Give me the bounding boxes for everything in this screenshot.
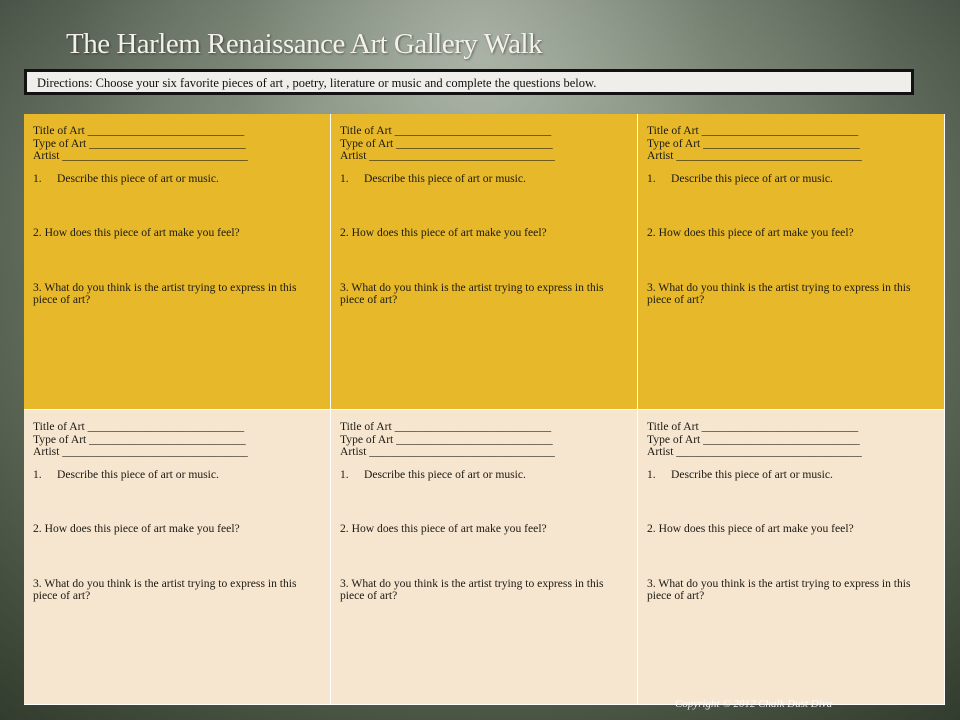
question-2: 2. How does this piece of art make you feel? — [33, 522, 240, 535]
question-2: 2. How does this piece of art make you feel? — [647, 522, 854, 535]
art-cell — [24, 410, 331, 705]
art-cell — [24, 114, 331, 410]
question-1-text: Describe this piece of art or music. — [364, 467, 526, 481]
question-1 — [647, 469, 936, 482]
question-1 — [340, 469, 629, 482]
title-of-art-line[interactable]: Title of Art ___________________________ — [340, 125, 552, 137]
type-of-art-line[interactable]: Type of Art ___________________________ — [647, 433, 860, 446]
question-3: 3. What do you think is the artist trying to express in this piece of art? — [340, 576, 604, 602]
page-title: The Harlem Renaissance Art Gallery Walk — [66, 28, 543, 60]
question-1-number: 1. — [33, 171, 42, 185]
question-1 — [340, 173, 629, 186]
art-cell — [638, 410, 945, 705]
artist-line[interactable]: Artist ________________________________ — [647, 446, 862, 458]
question-1-number: 1. — [647, 171, 656, 185]
gallery-grid — [24, 114, 945, 705]
art-cell — [331, 410, 638, 705]
question-2: 2. How does this piece of art make you feel? — [340, 522, 547, 535]
artist-line[interactable]: Artist ________________________________ — [340, 446, 555, 458]
title-of-art-line[interactable]: Title of Art ___________________________ — [33, 421, 245, 433]
question-1-text: Describe this piece of art or music. — [364, 171, 526, 185]
artist-line[interactable]: Artist ________________________________ — [33, 150, 248, 162]
question-2: 2. How does this piece of art make you feel? — [647, 226, 854, 239]
title-of-art-line[interactable]: Title of Art ___________________________ — [33, 125, 245, 137]
type-of-art-line[interactable]: Type of Art ___________________________ — [33, 433, 246, 446]
question-1-number: 1. — [647, 467, 656, 481]
question-3: 3. What do you think is the artist trying to express in this piece of art? — [340, 280, 604, 306]
type-of-art-line[interactable]: Type of Art ___________________________ — [340, 137, 553, 150]
question-1-text: Describe this piece of art or music. — [57, 467, 219, 481]
artist-line[interactable]: Artist ________________________________ — [340, 150, 555, 162]
question-1 — [647, 173, 936, 186]
question-1-number: 1. — [33, 467, 42, 481]
type-of-art-line[interactable]: Type of Art ___________________________ — [340, 433, 553, 446]
question-1 — [33, 173, 322, 186]
question-3: 3. What do you think is the artist trying to express in this piece of art? — [33, 576, 297, 602]
question-1-text: Describe this piece of art or music. — [57, 171, 219, 185]
art-cell — [638, 114, 945, 410]
title-of-art-line[interactable]: Title of Art ___________________________ — [647, 421, 859, 433]
title-of-art-line[interactable]: Title of Art ___________________________ — [340, 421, 552, 433]
question-1 — [33, 469, 322, 482]
question-2: 2. How does this piece of art make you feel? — [33, 226, 240, 239]
question-3: 3. What do you think is the artist trying to express in this piece of art? — [33, 280, 297, 306]
question-1-text: Describe this piece of art or music. — [671, 467, 833, 481]
artist-line[interactable]: Artist ________________________________ — [647, 150, 862, 162]
question-1-number: 1. — [340, 171, 349, 185]
artist-line[interactable]: Artist ________________________________ — [33, 446, 248, 458]
question-2: 2. How does this piece of art make you feel? — [340, 226, 547, 239]
question-3: 3. What do you think is the artist trying to express in this piece of art? — [647, 576, 911, 602]
art-cell — [331, 114, 638, 410]
question-3: 3. What do you think is the artist trying to express in this piece of art? — [647, 280, 911, 306]
question-1-number: 1. — [340, 467, 349, 481]
title-of-art-line[interactable]: Title of Art ___________________________ — [647, 125, 859, 137]
question-1-text: Describe this piece of art or music. — [671, 171, 833, 185]
type-of-art-line[interactable]: Type of Art ___________________________ — [33, 137, 246, 150]
directions-box: Directions: Choose your six favorite pieces of art , poetry, literature or music and complete the questions below. — [24, 69, 914, 95]
type-of-art-line[interactable]: Type of Art ___________________________ — [647, 137, 860, 150]
copyright-notice: Copyright © 2012 Chalk Dust Diva — [675, 698, 833, 710]
